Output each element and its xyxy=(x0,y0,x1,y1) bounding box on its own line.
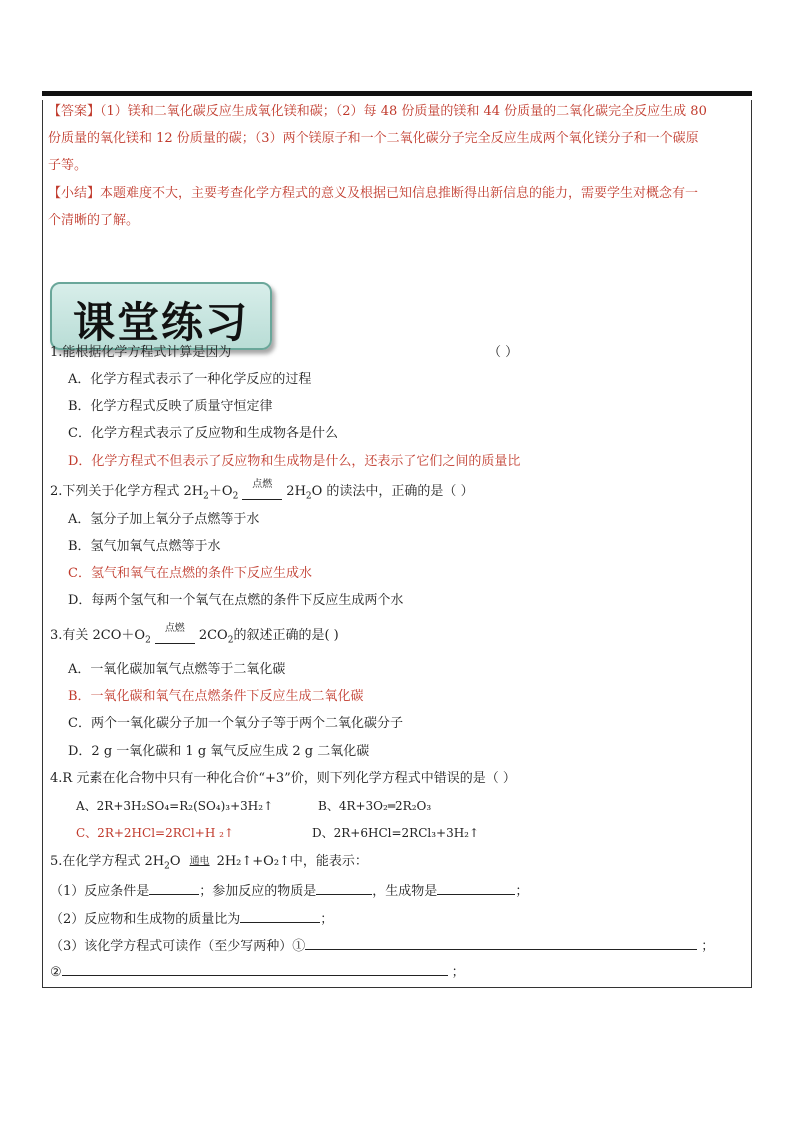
q5-condition xyxy=(185,855,215,875)
q4-stem: 4.R 元素在化合物中只有一种化合价“+3”价，则下列化学方程式中错误的是（ ） xyxy=(50,771,516,786)
q3-option-b: B．一氧化碳和氧气在点燃条件下反应生成二氧化碳 xyxy=(68,689,364,704)
q2-stem-pre: 2.下列关于化学方程式 2H xyxy=(50,484,204,499)
q5-rest: 2H₂↑+O₂↑中，能表示： xyxy=(216,854,368,869)
q4-option-c: C、2R+2HCl=2RCl+H ₂↑ xyxy=(76,826,234,840)
answer-line-2: 份质量的氧化镁和 12 份质量的碳；（3）两个镁原子和一个二氧化碳分子完全反应生成两个氧化镁分子和一个碳原 xyxy=(48,131,699,146)
q2-option-b: B．氢气加氧气点燃等于水 xyxy=(68,539,221,554)
summary-tag: 【小结】 xyxy=(48,186,101,201)
q2-option-c: C．氢气和氧气在点燃的条件下反应生成水 xyxy=(68,566,312,581)
answer-tag: 【答案】 xyxy=(48,104,101,119)
answer-text-1: （1）镁和二氧化碳反应生成氧化镁和碳；（2）每 48 份质量的镁和 44 份质量的二氧化碳完全反应生成 80 xyxy=(100,104,707,119)
summary-line-2: 个清晰的了解。 xyxy=(48,213,140,228)
answer-line-1 xyxy=(48,104,707,120)
blank-reading-2[interactable] xyxy=(62,963,448,976)
q3-product: 2CO xyxy=(198,628,228,643)
q5-p3-label: （3）该化学方程式可读作（至少写两种）① xyxy=(50,939,306,954)
q2-product: 2H xyxy=(286,484,306,499)
q5-p1-end: ； xyxy=(515,884,529,899)
q5-p2-end: ； xyxy=(320,912,334,927)
q4-option-b: B、4R+3O₂═2R₂O₃ xyxy=(318,799,432,813)
section-title: 课堂练习 xyxy=(72,298,249,347)
q4-option-d: D、2R+6HCl=2RCl₃+3H₂↑ xyxy=(312,826,480,840)
q1-option-b: B．化学方程式反映了质量守恒定律 xyxy=(68,399,273,414)
q5-condition-text: 通电 xyxy=(189,855,210,867)
q5-part-1 xyxy=(50,882,528,900)
q3-condition xyxy=(155,622,195,649)
q1-paren: （ ） xyxy=(488,345,519,360)
q5-stem-pre: 5.在化学方程式 2H xyxy=(50,854,165,869)
q3-sub: 2 xyxy=(145,635,151,646)
blank-mass-ratio[interactable] xyxy=(240,910,320,923)
q3-stem-pre: 3.有关 2CO＋O xyxy=(50,628,146,643)
q2-condition-text: 点燃 xyxy=(252,478,273,490)
q1-option-c: C．化学方程式表示了反应物和生成物各是什么 xyxy=(68,426,338,441)
q2-option-a: A．氢分子加上氧分子点燃等于水 xyxy=(68,512,260,527)
summary-text-1: 本题难度不大，主要考查化学方程式的意义及根据已知信息推断得出新信息的能力，需要学生对概念有一 xyxy=(100,186,699,201)
blank-products[interactable] xyxy=(437,882,515,895)
q1-option-a: A．化学方程式表示了一种化学反应的过程 xyxy=(68,372,312,387)
q2-condition xyxy=(242,478,282,505)
blank-reactants[interactable] xyxy=(316,882,372,895)
q3-sub-b: 2 xyxy=(227,635,234,646)
q2-option-d: D．每两个氢气和一个氧气在点燃的条件下反应生成两个水 xyxy=(68,593,404,608)
q3-stem xyxy=(50,622,339,649)
q5-p4-label: ② xyxy=(50,965,62,980)
q3-option-d: D．2 g 一氧化碳和 1 g 氧气反应生成 2 g 二氧化碳 xyxy=(68,744,370,759)
answer-line-3: 子等。 xyxy=(48,158,88,173)
q5-part-2 xyxy=(50,910,333,928)
summary-line-1 xyxy=(48,186,698,202)
q5-p4-end: ； xyxy=(451,965,465,980)
q5-p1-label: （1）反应条件是 xyxy=(50,884,150,899)
q5-o: O xyxy=(169,854,181,869)
q5-part-3 xyxy=(50,937,714,955)
q5-part-4 xyxy=(50,963,465,981)
q5-stem xyxy=(50,854,368,875)
q2-plus: ＋O xyxy=(208,484,233,499)
q3-condition-text: 点燃 xyxy=(164,622,185,634)
q5-p1-products-label: ，生成物是 xyxy=(372,884,438,899)
q2-sub-b: 2 xyxy=(232,491,239,502)
q2-stem xyxy=(50,478,474,505)
q5-sub: 2 xyxy=(164,861,170,872)
q3-stem-post: 的叙述正确的是( ) xyxy=(233,628,339,643)
q3-option-c: C．两个一氧化碳分子加一个氧分子等于两个二氧化碳分子 xyxy=(68,716,403,731)
q2-stem-post: O 的读法中，正确的是（ ） xyxy=(311,484,474,499)
section-title-badge xyxy=(50,282,272,350)
q5-p1-reactants-label: ；参加反应的物质是 xyxy=(199,884,317,899)
q1-option-d: D．化学方程式不但表示了反应物和生成物是什么，还表示了它们之间的质量比 xyxy=(68,454,521,469)
blank-condition[interactable] xyxy=(149,882,199,895)
q4-option-a: A、2R+3H₂SO₄=R₂(SO₄)₃+3H₂↑ xyxy=(76,799,274,813)
q2-sub: 2 xyxy=(203,491,209,502)
blank-reading-1[interactable] xyxy=(305,937,697,950)
q2-sub-c: 2 xyxy=(305,491,312,502)
q5-p2-label: （2）反应物和生成物的质量比为 xyxy=(50,912,241,927)
top-rule xyxy=(42,91,752,96)
q1-stem: 1.能根据化学方程式计算是因为 xyxy=(50,345,232,360)
q3-option-a: A．一氧化碳加氧气点燃等于二氧化碳 xyxy=(68,662,286,677)
q5-p3-end: ； xyxy=(701,939,715,954)
